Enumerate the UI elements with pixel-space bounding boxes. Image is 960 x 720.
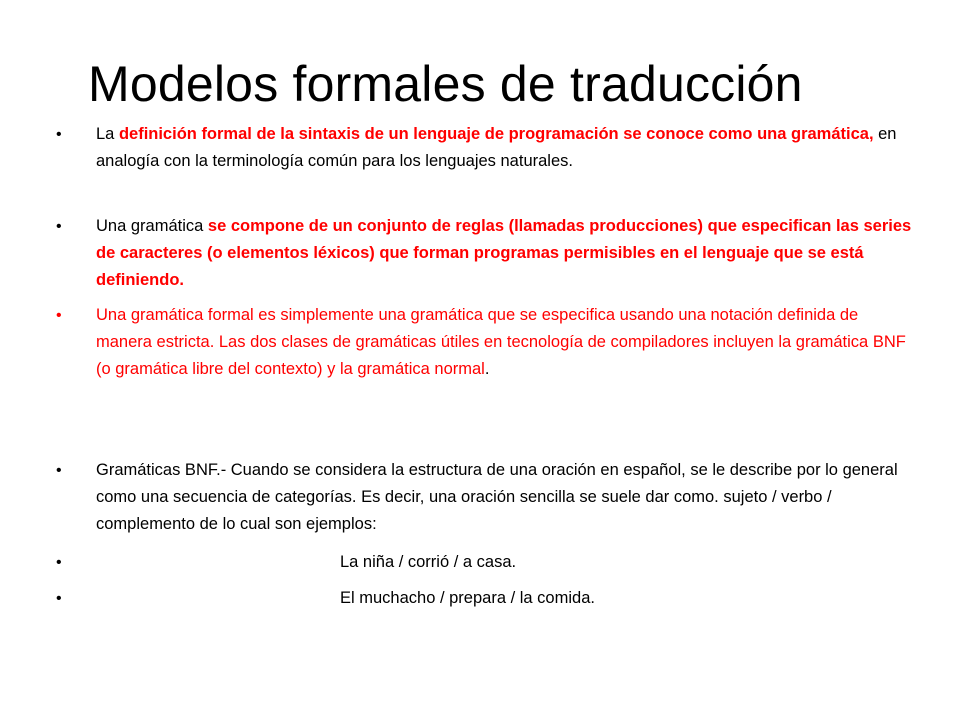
bullet-text bbox=[96, 549, 916, 576]
text-segment: Una gramática bbox=[96, 217, 208, 235]
example-sentence: El muchacho / prepara / la comida. bbox=[340, 589, 595, 607]
bullet-dot: • bbox=[56, 554, 62, 571]
text-segment: . bbox=[484, 360, 490, 378]
text-segment-highlight: definición formal de la sintaxis de un lenguaje de programación se conoce como una gramática, bbox=[118, 125, 874, 143]
bullet-dot: • bbox=[56, 462, 62, 479]
text-segment: Gramáticas BNF.- Cuando se considera la estructura de una oración en español, se le describe por lo general como una secuencia de categorías. Es decir, una oración sencilla se suele dar como. sujeto / verbo / complemento de lo cual son ejemplos: bbox=[96, 461, 898, 533]
bullet-text bbox=[96, 213, 916, 294]
example-sentence: La niña / corrió / a casa. bbox=[340, 553, 517, 571]
text-segment-highlight: Una gramática formal es simplemente una gramática que se especifica usando una notación definida de manera estricta. Las dos clases de gramáticas útiles en tecnología de compiladores incluyen la gramática BNF (o gramática libre del contexto) y la gramática normal bbox=[96, 306, 906, 378]
bullet-text bbox=[96, 457, 916, 538]
text-segment: en analogía con la terminología común para los lenguajes naturales. bbox=[96, 125, 897, 170]
slide-title: Modelos formales de traducción bbox=[88, 56, 803, 112]
text-segment: La bbox=[96, 125, 119, 143]
bullet-text bbox=[96, 302, 916, 383]
text-segment-highlight: se compone de un conjunto de reglas (llamadas producciones) que especifican las series de caracteres (o elementos léxicos) que forman programas permisibles en el lenguaje que se está definiendo. bbox=[96, 217, 912, 289]
bullet-dot: • bbox=[56, 307, 62, 324]
bullet-dot: • bbox=[56, 126, 62, 143]
bullet-text bbox=[96, 585, 916, 612]
bullet-text bbox=[96, 121, 916, 175]
bullet-dot: • bbox=[56, 218, 62, 235]
bullet-dot: • bbox=[56, 590, 62, 607]
